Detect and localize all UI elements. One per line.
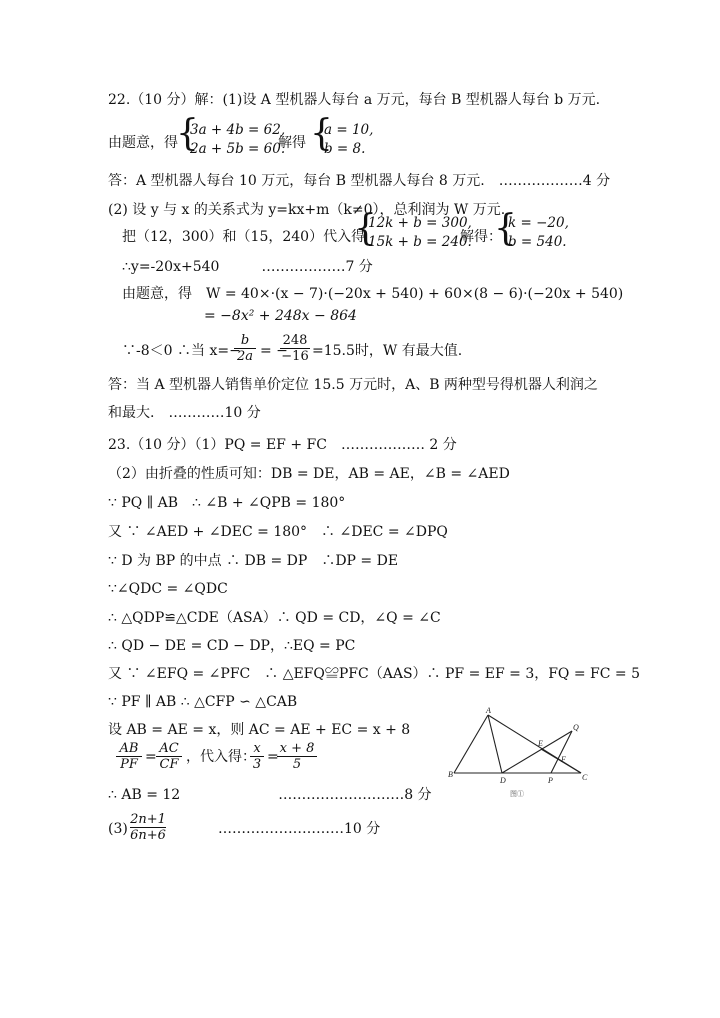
q23-line-13: ∴ AB = 12 ………………………8 分 xyxy=(108,787,432,803)
fraction-2n1-over-6n6 xyxy=(130,812,166,843)
q23-part3-label: (3) xyxy=(108,821,128,837)
brace: { xyxy=(354,208,377,249)
q23-line-9: 又 ∵ ∠EFQ = ∠PFC ∴ △EFQ≌PFC（AAS）∴ PF = EF = 3，FQ = FC = 5 xyxy=(108,666,641,682)
numerator: AB xyxy=(119,741,139,756)
equation: b = 8. xyxy=(324,141,366,157)
q23-line-2: （2）由折叠的性质可知：DB = DE，AB = AE，∠B = ∠AED xyxy=(108,466,510,482)
q22-part2-line-5: = −8x² + 248x − 864 xyxy=(204,308,357,324)
numerator: x + 8 xyxy=(279,741,315,756)
denominator: PF xyxy=(116,756,142,772)
equation: 15k + b = 240. xyxy=(368,234,472,250)
q22-part2-line-2-pre: 把（12，300）和（15，240）代入得 xyxy=(122,229,366,245)
q22-part2-line-3: ∴y=-20x+540 ………………7 分 xyxy=(122,259,373,275)
equation-system-2 xyxy=(324,121,373,159)
numerator: x xyxy=(253,741,261,756)
q23-part3-score: ………………………10 分 xyxy=(218,821,381,837)
denominator: 3 xyxy=(250,756,264,772)
q22-part2-line-2-mid: 解得： xyxy=(460,229,502,245)
q22-line-1: 22.（10 分）解：(1)设 A 型机器人每台 a 万元，每台 B 型机器人每台 b 万元. xyxy=(108,92,601,108)
denominator: −16 xyxy=(281,349,309,364)
fraction-x-over-3 xyxy=(250,741,264,772)
q23-line-8: ∴ QD − DE = CD − DP，∴EQ = PC xyxy=(108,638,356,654)
point-label: P xyxy=(548,776,553,785)
equation: k = −20, xyxy=(508,215,569,231)
brace: { xyxy=(310,113,333,154)
fraction-ab-over-pf xyxy=(116,741,142,772)
figure-caption: 图① xyxy=(510,790,524,798)
q22-part2-line-1: (2) 设 y 与 x 的关系式为 y=kx+m（k≠0），总利润为 W 万元. xyxy=(108,202,506,218)
equation-system-1 xyxy=(190,121,285,159)
q23-line-5: ∵ D 为 BP 的中点 ∴ DB = DP ∴DP = DE xyxy=(108,553,399,569)
q23-line-7: ∴ △QDP≌△CDE（ASA）∴ QD = CD，∠Q = ∠C xyxy=(108,610,441,626)
denominator: 5 xyxy=(277,756,317,772)
q23-line-12-mid: ，代入得： xyxy=(186,749,256,765)
point-label: A xyxy=(486,706,491,715)
segment-ab xyxy=(454,715,488,773)
q22-answer-2a: 答：当 A 型机器人销售单价定位 15.5 万元时，A、B 两种型号得机器人利润之 xyxy=(108,377,598,393)
numerator: 248 xyxy=(282,333,308,348)
point-label: C xyxy=(582,773,588,782)
brace: { xyxy=(494,208,517,249)
equation-system-4 xyxy=(508,214,569,252)
q23-line-10: ∵ PF ∥ AB ∴ △CFP ∽ △CAB xyxy=(108,694,298,710)
brace: { xyxy=(176,113,199,154)
denominator: CF xyxy=(156,756,182,772)
fraction-x8-over-5 xyxy=(277,741,317,772)
q22-line-2-mid: 解得 xyxy=(278,135,306,151)
q22-answer-1: 答：A 型机器人每台 10 万元，每台 B 型机器人每台 8 万元. ………………4 分 xyxy=(108,173,611,189)
equals-sign: = xyxy=(145,749,157,765)
q22-answer-2b: 和最大. …………10 分 xyxy=(108,405,261,421)
q22-part2-line-6-pre: ∵-8＜0 ∴当 x=− xyxy=(122,343,241,359)
fraction-ac-over-cf xyxy=(156,741,182,772)
denominator: 6n+6 xyxy=(130,828,166,843)
fraction-248-over-16 xyxy=(280,333,310,364)
numerator: 2n+1 xyxy=(130,812,166,827)
equation: 12k + b = 300, xyxy=(368,215,472,231)
equals-sign: = xyxy=(267,749,279,765)
equation-system-3 xyxy=(368,214,472,252)
q23-line-11: 设 AB = AE = x，则 AC = AE + EC = x + 8 xyxy=(108,722,411,738)
q22-line-2-pre: 由题意，得 xyxy=(108,135,178,151)
q23-line-6: ∵∠QDC = ∠QDC xyxy=(108,581,228,597)
geometry-figure xyxy=(448,706,598,800)
equation: a = 10, xyxy=(324,122,374,138)
equation: b = 540. xyxy=(508,234,567,250)
point-label: E xyxy=(538,739,543,748)
q22-part2-line-4: 由题意，得 W = 40×·(x − 7)·(−20x + 540) + 60×(8 − 6)·(−20x + 540) xyxy=(122,286,624,302)
fraction-b-over-2a xyxy=(234,333,256,364)
segment-ad xyxy=(488,715,502,773)
point-label: F xyxy=(561,755,566,764)
equation: 2a + 5b = 60. xyxy=(190,141,286,157)
denominator: 2a xyxy=(234,348,256,364)
q23-line-1: 23.（10 分）（1）PQ = EF + FC ……………… 2 分 xyxy=(108,437,457,453)
q23-line-4: 又 ∵ ∠AED + ∠DEC = 180° ∴ ∠DEC = ∠DPQ xyxy=(108,524,448,540)
point-label: B xyxy=(448,770,453,779)
q23-line-3: ∵ PQ ∥ AB ∴ ∠B + ∠QPB = 180° xyxy=(108,495,346,511)
point-label: Q xyxy=(573,723,579,732)
q22-part2-line-6-eq: = − xyxy=(260,343,288,359)
q22-part2-line-6-post: =15.5时，W 有最大值. xyxy=(312,343,463,359)
point-label: D xyxy=(500,776,506,785)
numerator: b xyxy=(240,333,250,348)
numerator: AC xyxy=(159,741,179,756)
equation: 3a + 4b = 62, xyxy=(190,122,286,138)
